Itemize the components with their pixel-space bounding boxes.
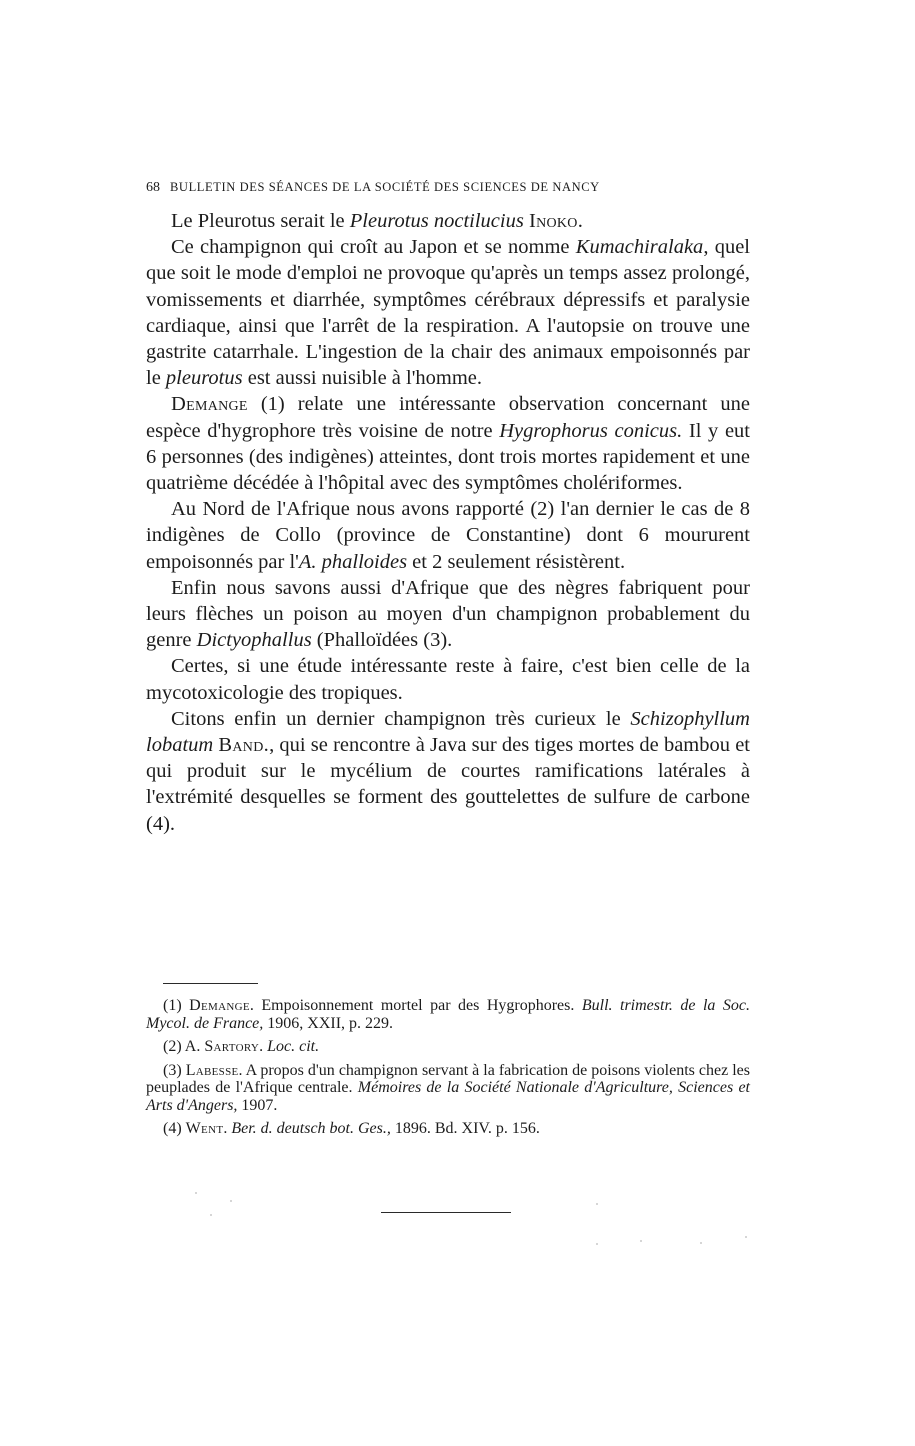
citation-source: Bull. trimestr. de la Soc. Mycol. de France, <box>146 997 751 1032</box>
text-run: . <box>259 1038 268 1055</box>
scan-speck <box>700 1242 702 1244</box>
scan-speck <box>195 1192 197 1194</box>
end-rule <box>381 1212 511 1213</box>
text-run: Citons enfin un dernier champignon très curieux le <box>171 707 631 730</box>
genus-name: Dictyophallus <box>196 629 312 652</box>
footnote-number: (4) <box>163 1120 182 1137</box>
text-run: . A propos d'un champignon servant à la fabrication de poisons violents chez les peuplades de l'Afrique centrale. <box>146 1061 751 1096</box>
author-name: Demange <box>189 997 250 1014</box>
species-name: Pleurotus noctilucius <box>349 210 524 232</box>
text-run: , qui se rencontre à Java sur des tiges mortes de bambou et qui produit sur le mycélium de courtes ramifications latérales à l'extrémité desquelles se forment des gouttelettes de sulfure de carbone (4). <box>146 734 750 835</box>
citation-source: Mémoires de la Société Nationale d'Agriculture, Sciences et Arts d'Angers, <box>146 1079 750 1114</box>
scan-speck <box>596 1203 598 1205</box>
paragraph-2 <box>146 234 750 391</box>
paragraph-5 <box>146 575 750 654</box>
species-name: Hygrophorus conicus. <box>499 419 683 442</box>
text-run: . Empoisonnement mortel par des Hygrophores. <box>249 997 582 1014</box>
paragraph-1 <box>146 208 750 234</box>
paragraph-3 <box>146 391 750 496</box>
text-run: 1907. <box>237 1096 278 1114</box>
footnotes <box>146 997 750 1144</box>
text-run: Au Nord de l'Afrique nous avons rapporté (2) l'an dernier le cas de 8 indigènes de Collo (province de Constantine) dont 6 moururent empoisonnés par l' <box>146 498 750 573</box>
main-text <box>146 208 750 837</box>
text-run: Il y eut 6 personnes (des indigènes) atteintes, dont trois mortes rapidement et une quatrième décédée à l'hôpital avec des symptômes cholériformes. <box>146 419 750 495</box>
footnote-4 <box>146 1120 750 1138</box>
scan-speck <box>596 1243 598 1245</box>
species-name: Schizophyllum lobatum <box>146 707 750 757</box>
species-name: A. phalloides <box>298 550 408 573</box>
scan-speck <box>230 1200 232 1202</box>
running-head <box>146 180 761 196</box>
footnote-number: (1) <box>163 997 182 1014</box>
genus-name: pleurotus <box>165 367 243 390</box>
text-run: Le Pleurotus serait le <box>171 210 350 232</box>
text-run: 1906, XXII, p. 229. <box>263 1014 394 1032</box>
footnote-1 <box>146 997 750 1032</box>
footnote-3 <box>146 1062 750 1115</box>
footnote-rule <box>163 983 258 984</box>
footnote-number: (2) <box>163 1038 182 1055</box>
citation-source: Ber. d. deutsch bot. Ges., <box>231 1120 391 1137</box>
author-name: Band. <box>218 734 270 757</box>
scan-speck <box>745 1236 747 1238</box>
author-name: Demange <box>171 393 248 416</box>
author-initial: A. <box>184 1038 205 1055</box>
author-name: Sartory <box>204 1038 260 1055</box>
text-run: Ce champignon qui croît au Japon et se nomme <box>171 236 576 259</box>
scan-speck <box>640 1240 642 1242</box>
text-run: (Phalloïdées (3). <box>311 629 453 652</box>
text-run: 1896. Bd. XIV. p. 156. <box>390 1120 540 1137</box>
citation-source: Loc. cit. <box>267 1038 320 1055</box>
text-run: , quel que soit le mode d'emploi ne provoque qu'après un temps assez prolongé, vomissements et diarrhée, symptômes cérébraux dépressifs et paralysie cardiaque, ainsi que l'arrêt de la respiration. A l'autopsie on trouve une gastrite catarrhale. L'ingestion de la chair des animaux empoisonnés par le <box>146 236 750 390</box>
text-run: et 2 seulement résistèrent. <box>407 550 626 573</box>
page-number: 68 <box>146 180 160 195</box>
running-title: BULLETIN DES SÉANCES DE LA SOCIÉTÉ DES SCIENCES DE NANCY <box>170 180 600 194</box>
author-name: Inoko <box>528 210 578 232</box>
local-name: Kumachiralaka <box>575 236 704 259</box>
text-run: . <box>577 210 583 232</box>
paragraph-4 <box>146 496 750 575</box>
text-run: (1) relate une intéressante observation concernant une espèce d'hygrophore très voisine de notre <box>146 393 750 442</box>
footnote-2 <box>146 1038 750 1056</box>
paragraph-7 <box>146 706 750 837</box>
text-run: Certes, si une étude intéressante reste à faire, c'est bien celle de la mycotoxicologie des tropiques. <box>146 655 750 704</box>
author-name: Labesse <box>185 1061 239 1079</box>
text-run: est aussi nuisible à l'homme. <box>242 367 483 390</box>
scan-speck <box>210 1214 212 1216</box>
text-run: Enfin nous savons aussi d'Afrique que des nègres fabriquent pour leurs flèches un poison au moyen d'un champignon probablement du genre <box>146 576 750 652</box>
text-run: . <box>223 1120 232 1137</box>
paragraph-6 <box>146 653 750 705</box>
author-name: Went <box>185 1120 224 1137</box>
footnote-number: (3) <box>163 1061 182 1079</box>
